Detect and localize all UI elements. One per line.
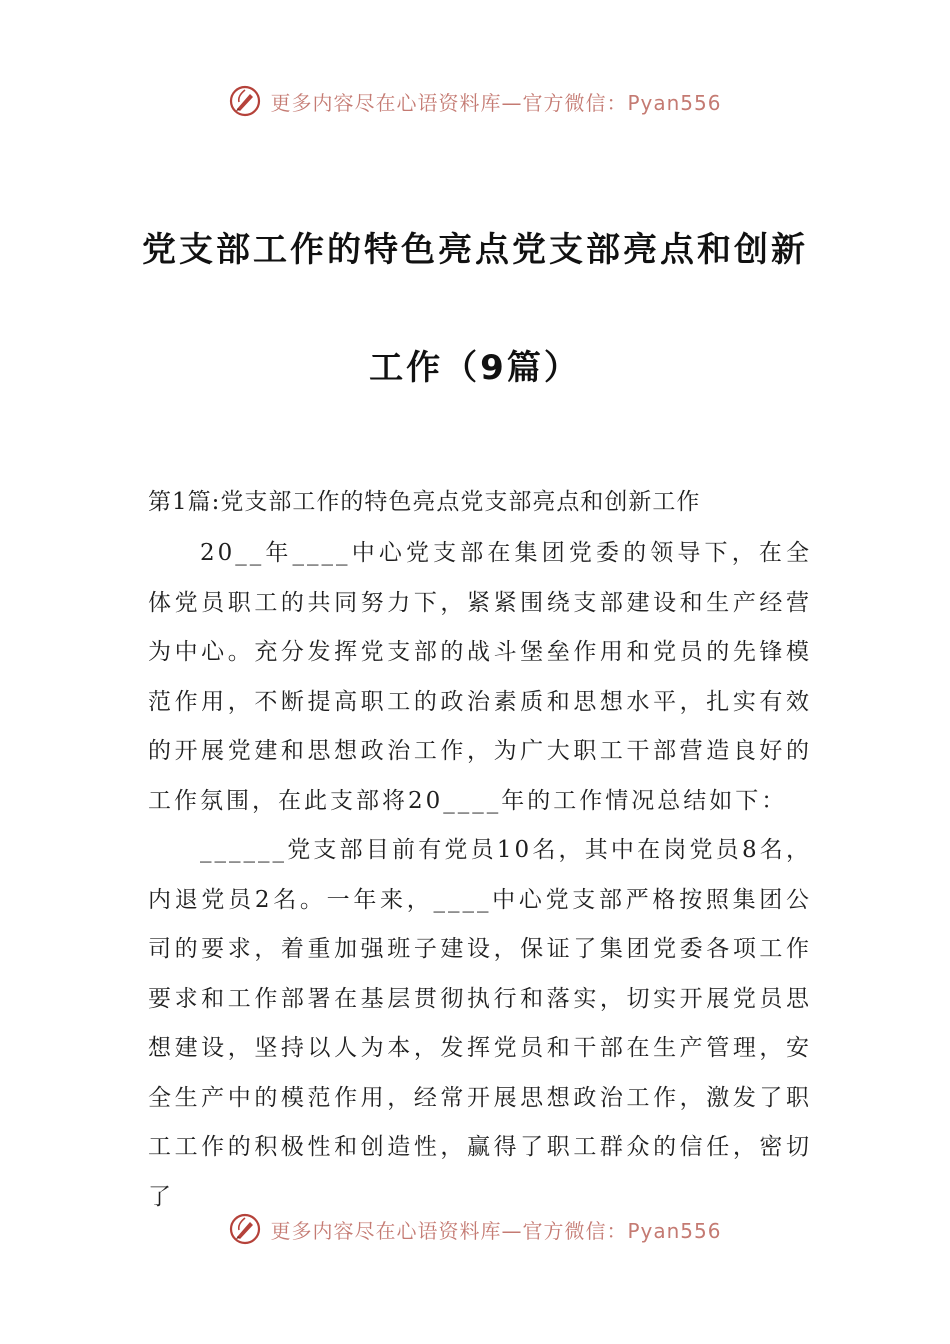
document-title-line2: 工作（9篇） — [369, 348, 581, 388]
header-watermark — [0, 84, 950, 118]
paragraph-1: 20__年____中心党支部在集团党委的领导下，在全体党员职工的共同努力下，紧紧围绕支部建设和生产经营为中心。充分发挥党支部的战斗堡垒作用和党员的先锋模范作用，不断提高职工的政治素质和思想水平，扎实有效的开展党建和思想政治工作，为广大职工干部营造良好的工作氛围，在此支部将20____年的工作情况总结如下： — [148, 540, 812, 814]
section-heading: 第1篇:党支部工作的特色亮点党支部亮点和创新工作 — [148, 489, 701, 515]
paragraph-2: ______党支部目前有党员10名，其中在岗党员8名，内退党员2名。一年来，____中心党支部严格按照集团公司的要求，着重加强班子建设，保证了集团党委各项工作要求和工作部署在基层贯彻执行和落实，切实开展党员思想建设，坚持以人为本，发挥党员和干部在生产管理，安全生产中的模范作用，经常开展思想政治工作，激发了职工工作的积极性和创造性，赢得了职工群众的信任，密切了 — [148, 837, 812, 1210]
footer-watermark — [0, 1212, 950, 1246]
watermark-text: 更多内容尽在心语资料库—官方微信：Pyan556 — [270, 90, 722, 115]
watermark-text: 更多内容尽在心语资料库—官方微信：Pyan556 — [270, 1218, 722, 1243]
pen-nib-logo-icon — [228, 84, 262, 118]
document-title-line1: 党支部工作的特色亮点党支部亮点和创新 — [142, 230, 808, 270]
pen-nib-logo-icon — [228, 1212, 262, 1246]
